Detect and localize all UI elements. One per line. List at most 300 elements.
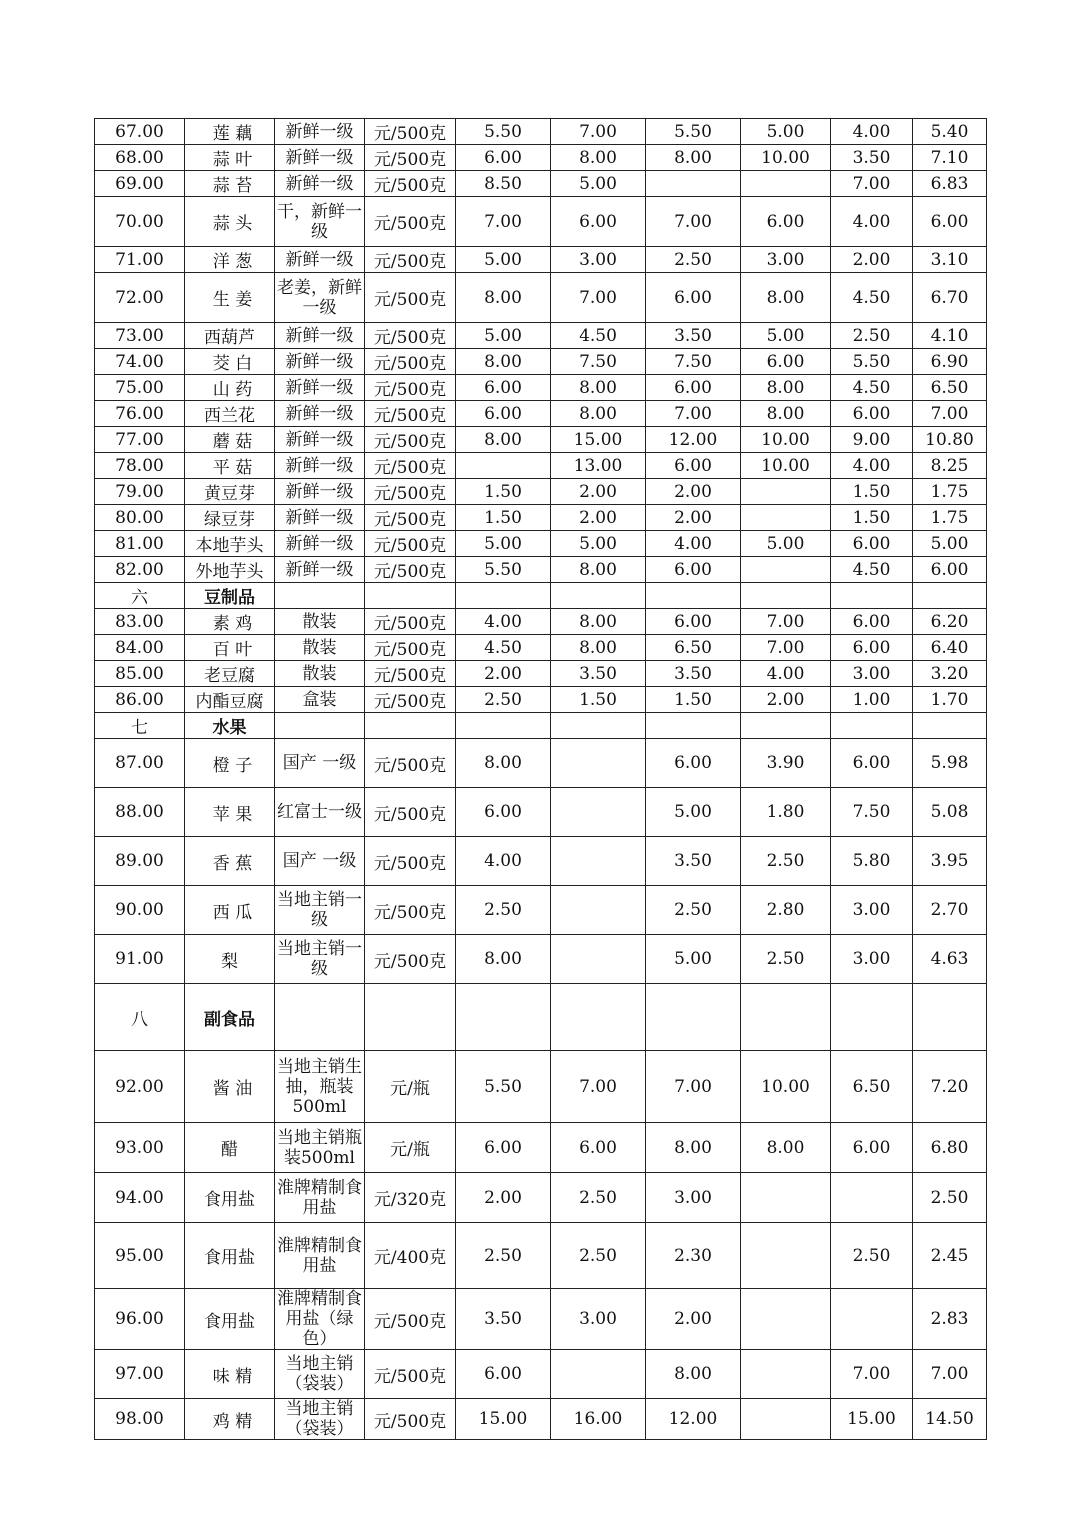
item-name: 苹 果 (185, 788, 275, 837)
item-spec: 红富士一级 (275, 788, 365, 837)
item-spec: 新鲜一级 (275, 557, 365, 583)
price-cell: 6.00 (913, 557, 987, 583)
price-cell: 4.50 (831, 273, 913, 323)
table-row (95, 1289, 987, 1350)
table-row (95, 505, 987, 531)
price-cell: 8.00 (646, 1350, 741, 1399)
empty-cell (646, 984, 741, 1051)
empty-cell (741, 984, 831, 1051)
empty-cell (741, 713, 831, 739)
item-unit: 元/500克 (365, 1350, 456, 1399)
table-row (95, 145, 987, 171)
item-unit: 元/320克 (365, 1173, 456, 1223)
item-name: 梨 (185, 935, 275, 984)
price-cell (741, 1350, 831, 1399)
price-cell: 1.50 (551, 687, 646, 713)
section-number: 八 (95, 984, 185, 1051)
price-cell (831, 1173, 913, 1223)
item-spec: 干，新鲜一级 (275, 197, 365, 247)
item-name: 香 蕉 (185, 837, 275, 886)
price-cell: 10.00 (741, 145, 831, 171)
price-cell: 2.00 (456, 1173, 551, 1223)
item-name: 蒜 苔 (185, 171, 275, 197)
price-cell: 8.00 (741, 273, 831, 323)
price-cell: 3.50 (456, 1289, 551, 1350)
item-name: 食用盐 (185, 1223, 275, 1289)
item-number: 68.00 (95, 145, 185, 171)
item-name: 茭 白 (185, 349, 275, 375)
item-spec: 新鲜一级 (275, 171, 365, 197)
item-number: 77.00 (95, 427, 185, 453)
item-unit: 元/500克 (365, 119, 456, 145)
empty-cell (365, 713, 456, 739)
price-cell: 4.50 (456, 635, 551, 661)
item-unit: 元/500克 (365, 1289, 456, 1350)
item-name: 平 菇 (185, 453, 275, 479)
price-cell: 2.00 (551, 479, 646, 505)
item-unit: 元/500克 (365, 837, 456, 886)
price-cell: 10.00 (741, 453, 831, 479)
item-number: 88.00 (95, 788, 185, 837)
item-number: 80.00 (95, 505, 185, 531)
price-cell: 5.40 (913, 119, 987, 145)
price-cell: 7.00 (551, 1051, 646, 1123)
item-spec: 淮牌精制食用盐 (275, 1173, 365, 1223)
item-number: 83.00 (95, 609, 185, 635)
price-cell: 7.00 (551, 273, 646, 323)
price-cell (551, 739, 646, 788)
item-unit: 元/500克 (365, 273, 456, 323)
price-cell: 6.20 (913, 609, 987, 635)
item-number: 69.00 (95, 171, 185, 197)
table-row (95, 661, 987, 687)
price-cell: 10.00 (741, 1051, 831, 1123)
item-number: 93.00 (95, 1123, 185, 1173)
price-cell: 6.50 (913, 375, 987, 401)
item-spec: 国产 一级 (275, 739, 365, 788)
price-cell: 9.00 (831, 427, 913, 453)
item-number: 87.00 (95, 739, 185, 788)
price-cell: 2.30 (646, 1223, 741, 1289)
item-unit: 元/瓶 (365, 1123, 456, 1173)
price-cell (741, 479, 831, 505)
price-cell: 6.70 (913, 273, 987, 323)
price-cell: 2.00 (646, 1289, 741, 1350)
price-cell: 6.00 (831, 531, 913, 557)
price-cell: 8.00 (456, 739, 551, 788)
item-number: 89.00 (95, 837, 185, 886)
price-cell: 6.50 (831, 1051, 913, 1123)
item-number: 94.00 (95, 1173, 185, 1223)
price-cell (551, 886, 646, 935)
item-unit: 元/500克 (365, 886, 456, 935)
price-cell: 8.00 (741, 375, 831, 401)
table-row (95, 886, 987, 935)
item-spec: 淮牌精制食用盐 (275, 1223, 365, 1289)
price-cell: 4.00 (831, 453, 913, 479)
empty-cell (275, 713, 365, 739)
item-name: 素 鸡 (185, 609, 275, 635)
table-body (95, 119, 987, 1440)
item-name: 洋 葱 (185, 247, 275, 273)
price-cell: 14.50 (913, 1399, 987, 1440)
item-unit: 元/500克 (365, 453, 456, 479)
item-spec: 散装 (275, 661, 365, 687)
item-spec: 新鲜一级 (275, 427, 365, 453)
empty-cell (913, 984, 987, 1051)
item-name: 黄豆芽 (185, 479, 275, 505)
price-cell: 4.00 (831, 119, 913, 145)
section-row (95, 713, 987, 739)
section-title: 水果 (185, 713, 275, 739)
item-name: 蒜 叶 (185, 145, 275, 171)
price-cell: 7.00 (831, 1350, 913, 1399)
price-cell: 4.63 (913, 935, 987, 984)
price-cell: 3.95 (913, 837, 987, 886)
price-cell: 4.00 (456, 609, 551, 635)
item-name: 绿豆芽 (185, 505, 275, 531)
item-number: 75.00 (95, 375, 185, 401)
item-number: 97.00 (95, 1350, 185, 1399)
price-cell: 8.00 (456, 427, 551, 453)
price-cell: 4.50 (831, 557, 913, 583)
item-spec: 新鲜一级 (275, 401, 365, 427)
table-row (95, 837, 987, 886)
item-name: 内酯豆腐 (185, 687, 275, 713)
table-row (95, 349, 987, 375)
item-number: 92.00 (95, 1051, 185, 1123)
item-name: 生 姜 (185, 273, 275, 323)
item-spec: 淮牌精制食用盐（绿色） (275, 1289, 365, 1350)
price-cell: 8.00 (646, 1123, 741, 1173)
price-cell: 6.00 (831, 1123, 913, 1173)
price-cell: 6.00 (646, 273, 741, 323)
price-cell: 3.50 (646, 837, 741, 886)
price-cell (831, 1289, 913, 1350)
table-row (95, 1123, 987, 1173)
table-row (95, 119, 987, 145)
item-spec: 盒装 (275, 687, 365, 713)
table-row (95, 427, 987, 453)
price-cell (551, 1350, 646, 1399)
price-cell: 3.10 (913, 247, 987, 273)
price-cell: 6.00 (456, 788, 551, 837)
item-unit: 元/500克 (365, 323, 456, 349)
price-cell: 1.50 (646, 687, 741, 713)
price-cell: 5.00 (551, 171, 646, 197)
item-name: 外地芋头 (185, 557, 275, 583)
price-cell: 2.50 (831, 323, 913, 349)
item-unit: 元/500克 (365, 479, 456, 505)
item-spec: 老姜，新鲜一级 (275, 273, 365, 323)
item-unit: 元/500克 (365, 557, 456, 583)
price-cell: 1.50 (831, 505, 913, 531)
price-cell: 2.50 (456, 1223, 551, 1289)
item-unit: 元/500克 (365, 197, 456, 247)
item-name: 味 精 (185, 1350, 275, 1399)
item-number: 79.00 (95, 479, 185, 505)
item-name: 莲 藕 (185, 119, 275, 145)
price-cell: 6.00 (741, 349, 831, 375)
item-unit: 元/500克 (365, 505, 456, 531)
price-cell: 6.00 (831, 609, 913, 635)
table-row (95, 171, 987, 197)
price-cell: 2.70 (913, 886, 987, 935)
price-cell: 6.00 (456, 401, 551, 427)
price-cell: 2.00 (456, 661, 551, 687)
table-row (95, 1350, 987, 1399)
empty-cell (365, 984, 456, 1051)
price-cell: 6.50 (646, 635, 741, 661)
price-cell: 8.25 (913, 453, 987, 479)
price-cell: 1.80 (741, 788, 831, 837)
price-cell: 7.50 (551, 349, 646, 375)
price-cell: 3.00 (551, 247, 646, 273)
price-cell: 1.75 (913, 479, 987, 505)
table-row (95, 531, 987, 557)
price-cell: 8.00 (551, 401, 646, 427)
price-cell (551, 935, 646, 984)
empty-cell (551, 984, 646, 1051)
item-name: 橙 子 (185, 739, 275, 788)
item-unit: 元/500克 (365, 788, 456, 837)
empty-cell (831, 583, 913, 609)
price-cell: 2.80 (741, 886, 831, 935)
price-cell: 5.80 (831, 837, 913, 886)
item-spec: 当地主销生抽，瓶装 500ml (275, 1051, 365, 1123)
item-spec: 当地主销一级 (275, 935, 365, 984)
price-cell: 3.00 (551, 1289, 646, 1350)
item-unit: 元/500克 (365, 427, 456, 453)
section-row (95, 984, 987, 1051)
price-cell: 2.50 (741, 935, 831, 984)
price-cell: 6.00 (646, 557, 741, 583)
empty-cell (741, 583, 831, 609)
price-cell: 6.00 (456, 1350, 551, 1399)
price-cell: 3.50 (646, 323, 741, 349)
item-spec: 新鲜一级 (275, 119, 365, 145)
price-cell: 6.00 (646, 375, 741, 401)
item-number: 81.00 (95, 531, 185, 557)
item-name: 西葫芦 (185, 323, 275, 349)
price-cell: 5.50 (456, 1051, 551, 1123)
item-number: 82.00 (95, 557, 185, 583)
price-cell: 2.50 (913, 1173, 987, 1223)
price-cell: 1.50 (456, 479, 551, 505)
price-cell: 16.00 (551, 1399, 646, 1440)
section-title: 豆制品 (185, 583, 275, 609)
table-row (95, 1223, 987, 1289)
item-unit: 元/500克 (365, 531, 456, 557)
price-cell: 8.00 (551, 557, 646, 583)
price-cell: 4.50 (831, 375, 913, 401)
table-row (95, 1173, 987, 1223)
price-cell: 12.00 (646, 1399, 741, 1440)
price-cell: 7.00 (913, 401, 987, 427)
price-cell: 2.50 (646, 886, 741, 935)
price-cell: 2.50 (831, 1223, 913, 1289)
price-cell: 6.00 (741, 197, 831, 247)
price-cell: 6.00 (456, 1123, 551, 1173)
item-number: 74.00 (95, 349, 185, 375)
price-cell: 5.00 (646, 788, 741, 837)
item-name: 百 叶 (185, 635, 275, 661)
price-cell (551, 788, 646, 837)
item-spec: 新鲜一级 (275, 323, 365, 349)
empty-cell (551, 583, 646, 609)
price-cell: 5.50 (456, 557, 551, 583)
price-cell: 2.50 (646, 247, 741, 273)
section-title: 副食品 (185, 984, 275, 1051)
price-cell: 6.00 (831, 401, 913, 427)
price-cell: 6.00 (551, 1123, 646, 1173)
price-cell: 6.00 (831, 739, 913, 788)
price-cell: 5.00 (456, 323, 551, 349)
price-cell (741, 557, 831, 583)
item-name: 食用盐 (185, 1173, 275, 1223)
price-cell: 6.90 (913, 349, 987, 375)
item-number: 73.00 (95, 323, 185, 349)
price-cell: 3.00 (831, 661, 913, 687)
price-cell: 5.50 (456, 119, 551, 145)
price-cell (741, 1173, 831, 1223)
price-cell: 1.75 (913, 505, 987, 531)
price-cell: 3.00 (831, 935, 913, 984)
item-unit: 元/500克 (365, 635, 456, 661)
price-cell: 7.50 (646, 349, 741, 375)
item-unit: 元/500克 (365, 145, 456, 171)
table-row (95, 557, 987, 583)
price-cell (741, 505, 831, 531)
item-unit: 元/500克 (365, 739, 456, 788)
item-name: 老豆腐 (185, 661, 275, 687)
price-cell: 2.00 (646, 479, 741, 505)
section-number: 六 (95, 583, 185, 609)
price-cell: 15.00 (831, 1399, 913, 1440)
item-number: 95.00 (95, 1223, 185, 1289)
empty-cell (913, 713, 987, 739)
item-number: 90.00 (95, 886, 185, 935)
price-cell: 3.50 (831, 145, 913, 171)
price-cell: 4.00 (741, 661, 831, 687)
price-cell: 5.00 (741, 323, 831, 349)
price-cell: 4.10 (913, 323, 987, 349)
item-name: 蘑 菇 (185, 427, 275, 453)
item-unit: 元/400克 (365, 1223, 456, 1289)
price-cell (741, 171, 831, 197)
item-spec: 新鲜一级 (275, 145, 365, 171)
price-cell: 2.50 (551, 1223, 646, 1289)
item-spec: 国产 一级 (275, 837, 365, 886)
price-cell: 3.50 (551, 661, 646, 687)
price-cell: 8.00 (551, 609, 646, 635)
price-cell: 6.00 (831, 635, 913, 661)
item-spec: 新鲜一级 (275, 349, 365, 375)
price-cell: 12.00 (646, 427, 741, 453)
item-number: 86.00 (95, 687, 185, 713)
item-name: 鸡 精 (185, 1399, 275, 1440)
price-cell: 7.20 (913, 1051, 987, 1123)
price-cell: 7.00 (646, 401, 741, 427)
item-name: 西兰花 (185, 401, 275, 427)
price-cell: 4.00 (646, 531, 741, 557)
table-row (95, 687, 987, 713)
price-cell: 6.00 (456, 375, 551, 401)
price-cell: 1.70 (913, 687, 987, 713)
price-cell: 8.50 (456, 171, 551, 197)
item-unit: 元/500克 (365, 171, 456, 197)
empty-cell (551, 713, 646, 739)
table-row (95, 375, 987, 401)
price-cell: 7.00 (741, 609, 831, 635)
price-table (94, 118, 987, 1440)
item-unit: 元/500克 (365, 349, 456, 375)
price-cell: 5.50 (646, 119, 741, 145)
item-number: 96.00 (95, 1289, 185, 1350)
price-cell: 8.00 (551, 145, 646, 171)
price-cell: 2.50 (551, 1173, 646, 1223)
price-cell: 5.00 (456, 531, 551, 557)
table-row (95, 609, 987, 635)
price-cell: 5.50 (831, 349, 913, 375)
item-number: 76.00 (95, 401, 185, 427)
price-cell: 8.00 (456, 349, 551, 375)
item-name: 本地芋头 (185, 531, 275, 557)
empty-cell (831, 713, 913, 739)
empty-cell (275, 984, 365, 1051)
price-cell: 2.00 (646, 505, 741, 531)
empty-cell (365, 583, 456, 609)
price-cell: 2.50 (741, 837, 831, 886)
price-cell: 8.00 (551, 635, 646, 661)
price-cell: 10.00 (741, 427, 831, 453)
item-unit: 元/瓶 (365, 1051, 456, 1123)
price-cell: 6.80 (913, 1123, 987, 1173)
table-row (95, 197, 987, 247)
table-row (95, 1399, 987, 1440)
item-number: 67.00 (95, 119, 185, 145)
price-cell: 3.50 (646, 661, 741, 687)
item-spec: 当地主销（袋装） (275, 1399, 365, 1440)
empty-cell (646, 713, 741, 739)
price-cell: 2.50 (456, 687, 551, 713)
item-name: 蒜 头 (185, 197, 275, 247)
item-spec: 新鲜一级 (275, 479, 365, 505)
item-spec: 新鲜一级 (275, 453, 365, 479)
price-cell: 3.90 (741, 739, 831, 788)
price-cell: 5.00 (913, 531, 987, 557)
item-number: 78.00 (95, 453, 185, 479)
price-cell: 8.00 (741, 401, 831, 427)
price-cell: 15.00 (456, 1399, 551, 1440)
empty-cell (646, 583, 741, 609)
item-number: 70.00 (95, 197, 185, 247)
price-cell: 8.00 (551, 375, 646, 401)
price-cell (741, 1399, 831, 1440)
price-cell: 8.00 (646, 145, 741, 171)
price-cell: 7.00 (456, 197, 551, 247)
price-cell: 2.00 (831, 247, 913, 273)
price-cell: 8.00 (741, 1123, 831, 1173)
item-unit: 元/500克 (365, 401, 456, 427)
empty-cell (831, 984, 913, 1051)
item-spec: 新鲜一级 (275, 247, 365, 273)
price-cell (741, 1289, 831, 1350)
price-cell (741, 1223, 831, 1289)
item-unit: 元/500克 (365, 1399, 456, 1440)
price-cell: 4.00 (831, 197, 913, 247)
item-name: 食用盐 (185, 1289, 275, 1350)
